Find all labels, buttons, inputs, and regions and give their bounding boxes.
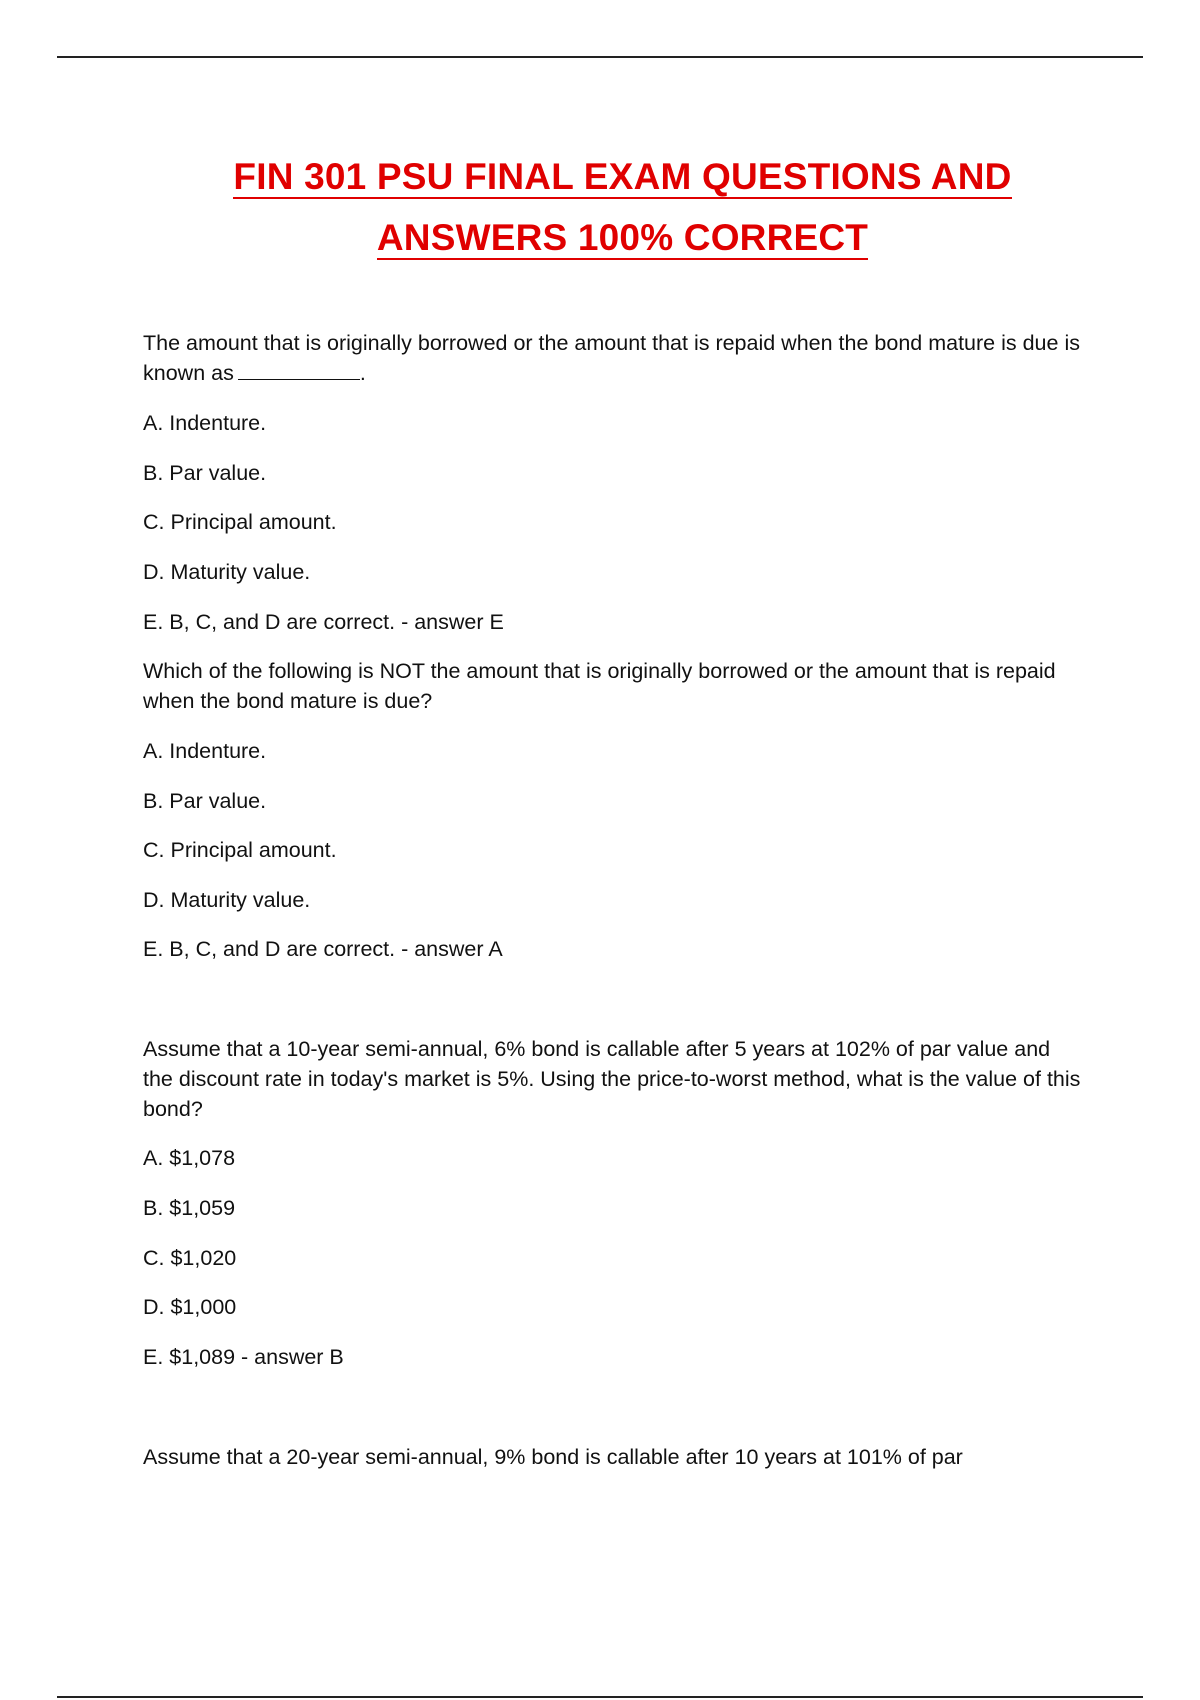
- question-1-stem-end: .: [359, 361, 366, 385]
- question-1-option-e: E. B, C, and D are correct. - answer E: [143, 610, 504, 634]
- question-3-option-a: A. $1,078: [143, 1146, 236, 1170]
- title-line-1: FIN 301 PSU FINAL EXAM QUESTIONS AND: [233, 156, 1012, 197]
- question-3-option-c: C. $1,020: [143, 1246, 237, 1270]
- question-3-stem: Assume that a 10-year semi-annual, 6% bond is callable after 5 years at 102% of par value and the discount rate in today's market is 5%. Using the price-to-worst method, what is the value of this bond?: [143, 1037, 1081, 1121]
- question-3-option-d: D. $1,000: [143, 1295, 237, 1319]
- bottom-rule: [57, 1696, 1143, 1698]
- page-title: [0, 146, 1200, 268]
- question-4-stem: Assume that a 20-year semi-annual, 9% bond is callable after 10 years at 101% of par: [143, 1445, 963, 1469]
- question-2-option-e: E. B, C, and D are correct. - answer A: [143, 937, 503, 961]
- question-1-stem: [143, 328, 1083, 388]
- answer-blank: [238, 361, 360, 380]
- question-1-option-b: B. Par value.: [143, 461, 267, 485]
- question-2-option-d: D. Maturity value.: [143, 888, 311, 912]
- question-3-option-e: E. $1,089 - answer B: [143, 1345, 344, 1369]
- question-3-option-b: B. $1,059: [143, 1196, 236, 1220]
- question-2-stem: Which of the following is NOT the amount that is originally borrowed or the amount that is repaid when the bond mature is due?: [143, 659, 1056, 713]
- question-2-option-c: C. Principal amount.: [143, 838, 337, 862]
- question-1-stem-text: The amount that is originally borrowed or the amount that is repaid when the bond mature is due is known as: [143, 331, 1080, 385]
- question-2-option-a: A. Indenture.: [143, 739, 267, 763]
- question-1-option-c: C. Principal amount.: [143, 510, 337, 534]
- question-1-option-d: D. Maturity value.: [143, 560, 311, 584]
- title-line-2: ANSWERS 100% CORRECT: [376, 217, 869, 258]
- question-2-option-b: B. Par value.: [143, 789, 267, 813]
- question-1-option-a: A. Indenture.: [143, 411, 267, 435]
- top-rule: [57, 56, 1143, 58]
